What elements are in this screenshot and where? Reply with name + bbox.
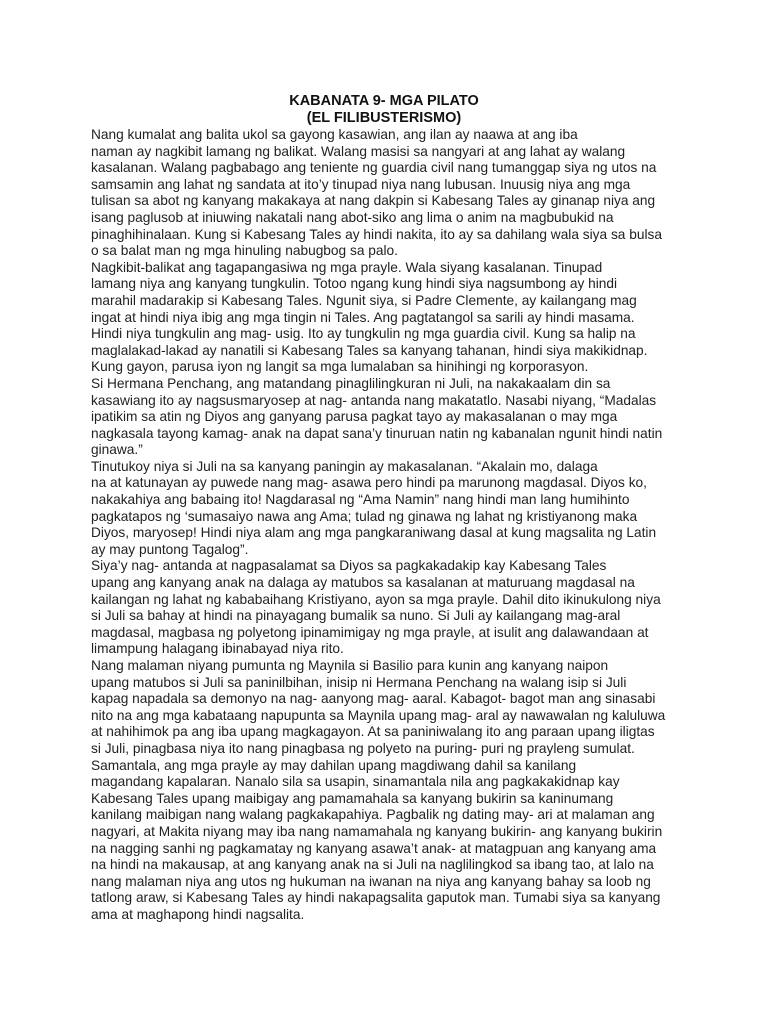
text-line: upang matubos si Juli sa paninilbihan, inisip ni Hermana Penchang na walang isip si Juli — [91, 674, 627, 690]
text-line: Diyos, maryosep! Hindi niya alam ang mga pangkaraniwang dasal at kung magsalita ng Latin — [91, 525, 657, 541]
text-line: Kabesang Tales upang maibigay ang pamamahala sa kanyang bukirin sa kaninumang — [91, 790, 614, 806]
text-line: at nahihimok pa ang iba upang magkagayon. At sa paniniwalang ito ang paraan upang iligtas — [91, 724, 655, 740]
text-line: marahil madarakip si Kabesang Tales. Ngunit siya, si Padre Clemente, ay kailangang mag — [91, 292, 637, 308]
text-line: magdasal, magbasa ng polyetong ipinamimigay ng mga prayle, at isulit ang dalawandaan at — [91, 624, 649, 640]
text-line: kailangan ng lahat ng kababaihang Kristiyano, ayon sa mga prayle. Dahil dito ikinukulong niya — [91, 591, 661, 607]
title-block — [0, 93, 768, 126]
text-line: Samantala, ang mga prayle ay may dahilan upang magdiwang dahil sa kanilang — [91, 757, 577, 773]
text-line: Siya’y nag- antanda at nagpasalamat sa Diyos sa pagkakadakip kay Kabesang Tales — [91, 558, 607, 574]
text-line: Kung gayon, parusa iyon ng langit sa mga lumalaban sa hinihingi ng korporasyon. — [91, 359, 589, 375]
text-line: na nagging sanhi ng pagkamatay ng kanyang asawa’t anak- at matagpuan ang kanyang ama — [91, 840, 657, 856]
text-line: maglalakad-lakad ay nanatili si Kabesang Tales sa kanyang tahanan, hindi siya makikidnap. — [91, 342, 648, 358]
text-line: nito na ang mga kabataang napupunta sa Maynila upang mag- aral ay nawawalan ng kaluluwa — [91, 707, 666, 723]
text-line: kasawiang ito ay nagsusmaryosep at nag- antanda nang makatatlo. Nasabi niyang, “Madalas — [91, 392, 657, 408]
text-line: ama at maghapong hindi nagsalita. — [91, 906, 305, 922]
text-line: si Juli, pinagbasa niya ito nang pinagbasa ng polyeto na puring- puri ng prayleng sumulat. — [91, 740, 635, 756]
text-line: Nagkibit-balikat ang tagapangasiwa ng mga prayle. Wala siyang kasalanan. Tinupad — [91, 259, 603, 275]
text-line: Tinutukoy niya si Juli na sa kanyang paningin ay makasalanan. “Akalain mo, dalaga — [91, 458, 598, 474]
text-line: limampung halagang ibinabayad niya rito. — [91, 641, 344, 657]
text-line: naman ay nagkibit lamang ng balikat. Walang masisi sa nangyari at ang lahat ay walang — [91, 143, 626, 159]
text-line: nang malaman niya ang utos ng hukuman na iwanan na niya ang kanyang bahay sa loob ng — [91, 873, 651, 889]
text-line: pinaghihinalaan. Kung si Kabesang Tales ay hindi nakita, ito ay sa dahilang wala siya sa bulsa — [91, 226, 662, 242]
text-line: ingat at hindi niya ibig ang mga tingin ni Tales. Ang pagtatangol sa sarili ay hindi masama. — [91, 309, 635, 325]
text-line: isang paglusob at iniuwing nakatali nang abot-siko ang lima o anim na magbubukid na — [91, 209, 614, 225]
text-line: si Juli sa bahay at hindi na pinayagang bumalik sa nuno. Si Juli ay kailangang mag-aral — [91, 608, 621, 624]
document-body — [91, 127, 691, 924]
text-line: Nang malaman niyang pumunta ng Maynila si Basilio para kunin ang kanyang naipon — [91, 658, 609, 673]
text-line: kasalanan. Walang pagbabago ang teniente ng guardia civil nang tumanggap siya ng utos na — [91, 160, 657, 176]
text-line: upang ang kanyang anak na dalaga ay matubos sa kasalanan at maturuang magdasal na — [91, 575, 635, 591]
text-line: Hindi niya tungkulin ang mag- usig. Ito ay tungkulin ng mga guardia civil. Kung sa halip na — [91, 326, 636, 342]
text-line: Si Hermana Penchang, ang matandang pinaglilingkuran ni Juli, na nakakaalam din sa — [91, 375, 611, 391]
text-line: lamang niya ang kanyang tungkulin. Totoo ngang kung hindi siya nagsumbong ay hindi — [91, 276, 618, 292]
text-line: tulisan sa abot ng kanyang makakaya at nang dakpin si Kabesang Tales ay ginanap niya ang — [91, 193, 656, 209]
text-line: o sa balat man ng mga hinuling nabugbog sa palo. — [91, 243, 398, 259]
document-title: KABANATA 9- MGA PILATO — [289, 93, 479, 109]
text-line: tatlong araw, si Kabesang Tales ay hindi nakapagsalita gaputok man. Tumabi siya sa kanyang — [91, 890, 661, 906]
document-subtitle: (EL FILIBUSTERISMO) — [306, 109, 462, 126]
text-line: na hindi na makausap, at ang kanyang anak na si Juli na naglilingkod sa ibang tao, at lalo na — [91, 857, 654, 873]
text-line: ipatikim sa atin ng Diyos ang ganyang parusa pagkat tayo ay makasalanan o may mga — [91, 409, 618, 425]
text-line: kapag napadala sa demonyo na nag- aanyong mag- aaral. Kabagot- bagot man ang sinasabi — [91, 691, 656, 707]
text-line: kanilang maibigan nang walang pagkakapahiya. Pagbalik ng dating may- ari at malaman ang — [91, 807, 655, 823]
text-line: nagkasala tayong kamag- anak na dapat sana’y tinuruan natin ng kabanalan ngunit hindi natin — [91, 425, 663, 441]
text-line: nagyari, at Makita niyang may iba nang namamahala ng kanyang bukirin- ang kanyang bukirin — [91, 823, 663, 839]
text-line: na at katunayan ay puwede nang mag- asawa pero hindi pa marunong magdasal. Diyos ko, — [91, 475, 647, 491]
text-line: nakakahiya ang babaing ito! Nagdarasal ng “Ama Namin” nang hindi man lang humihinto — [91, 492, 630, 508]
text-line: Nang kumalat ang balita ukol sa gayong kasawian, ang ilan ay naawa at ang iba — [91, 127, 578, 142]
text-line: pagkatapos ng ‘sumasaiyo nawa ang Ama; tulad ng ginawa ng lahat ng kristiyanong maka — [91, 508, 638, 524]
text-line: ay may puntong Tagalog”. — [91, 541, 249, 557]
text-line: magandang kapalaran. Nanalo sila sa usapin, sinamantala nila ang pagkakakidnap kay — [91, 774, 620, 790]
text-line: ginawa.” — [91, 442, 143, 458]
text-line: samsamin ang lahat ng sandata at ito’y tinupad niya nang lubusan. Inuusig niya ang mga — [91, 176, 631, 192]
